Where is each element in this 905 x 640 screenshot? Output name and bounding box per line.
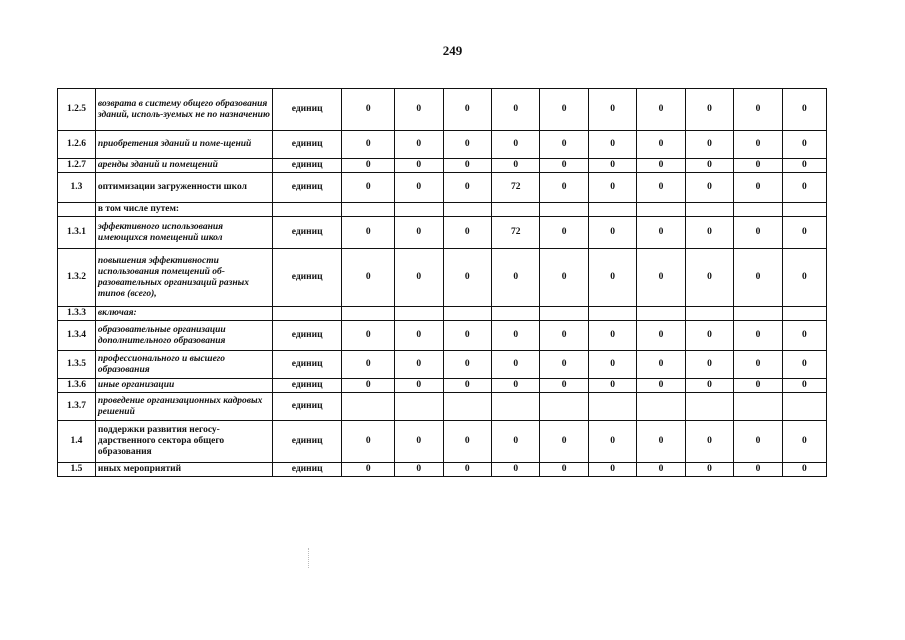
value-cell <box>342 393 395 421</box>
value-cell: 0 <box>588 131 636 159</box>
value-cell: 0 <box>342 421 395 463</box>
value-cell <box>540 307 588 321</box>
value-cell: 0 <box>443 463 491 477</box>
value-cell: 0 <box>637 131 685 159</box>
value-cell: 0 <box>782 351 826 379</box>
value-cell <box>491 307 539 321</box>
value-cell: 0 <box>395 249 443 307</box>
value-cell: 0 <box>782 173 826 203</box>
value-cell <box>685 307 733 321</box>
value-cell: 0 <box>734 379 782 393</box>
value-cell: 0 <box>734 249 782 307</box>
value-cell: 0 <box>637 159 685 173</box>
value-cell: 0 <box>540 159 588 173</box>
table-row <box>58 393 827 421</box>
value-cell <box>637 307 685 321</box>
value-cell: 0 <box>540 321 588 351</box>
value-cell <box>395 307 443 321</box>
value-cell: 0 <box>782 249 826 307</box>
value-cell <box>443 393 491 421</box>
value-cell: 0 <box>342 173 395 203</box>
row-unit: единиц <box>272 393 342 421</box>
value-cell <box>782 307 826 321</box>
value-cell <box>637 203 685 217</box>
value-cell: 0 <box>342 249 395 307</box>
value-cell: 0 <box>734 131 782 159</box>
value-cell: 0 <box>540 173 588 203</box>
row-description: в том числе путем: <box>95 203 272 217</box>
row-unit: единиц <box>272 217 342 249</box>
value-cell: 0 <box>637 217 685 249</box>
row-unit: единиц <box>272 379 342 393</box>
row-number: 1.3.5 <box>58 351 96 379</box>
value-cell: 0 <box>588 351 636 379</box>
row-number: 1.2.5 <box>58 89 96 131</box>
value-cell <box>588 393 636 421</box>
value-cell: 72 <box>491 173 539 203</box>
value-cell: 0 <box>685 131 733 159</box>
row-number: 1.3.3 <box>58 307 96 321</box>
page-number: 249 <box>442 43 463 58</box>
value-cell: 0 <box>443 379 491 393</box>
row-description: поддержки развития негосу-дарственного сектора общего образования <box>95 421 272 463</box>
row-unit: единиц <box>272 249 342 307</box>
row-description: образовательные организации дополнительного образования <box>95 321 272 351</box>
value-cell: 0 <box>588 217 636 249</box>
value-cell: 0 <box>395 89 443 131</box>
value-cell: 0 <box>491 351 539 379</box>
value-cell <box>734 203 782 217</box>
value-cell: 0 <box>395 379 443 393</box>
value-cell: 0 <box>491 159 539 173</box>
value-cell <box>734 307 782 321</box>
value-cell: 0 <box>588 89 636 131</box>
value-cell: 0 <box>491 89 539 131</box>
value-cell <box>443 203 491 217</box>
value-cell: 0 <box>685 249 733 307</box>
value-cell: 0 <box>588 249 636 307</box>
row-unit: единиц <box>272 173 342 203</box>
table-row <box>58 131 827 159</box>
row-number: 1.5 <box>58 463 96 477</box>
value-cell: 0 <box>540 217 588 249</box>
value-cell <box>540 203 588 217</box>
value-cell: 0 <box>637 249 685 307</box>
value-cell: 0 <box>734 159 782 173</box>
value-cell: 0 <box>637 173 685 203</box>
row-unit: единиц <box>272 463 342 477</box>
row-number: 1.2.6 <box>58 131 96 159</box>
row-number: 1.2.7 <box>58 159 96 173</box>
value-cell: 0 <box>685 89 733 131</box>
value-cell: 0 <box>395 217 443 249</box>
table-row <box>58 217 827 249</box>
value-cell: 0 <box>443 159 491 173</box>
value-cell: 0 <box>588 379 636 393</box>
value-cell: 0 <box>588 463 636 477</box>
value-cell <box>588 307 636 321</box>
value-cell: 0 <box>342 379 395 393</box>
value-cell: 0 <box>734 89 782 131</box>
value-cell: 0 <box>782 131 826 159</box>
value-cell: 0 <box>685 159 733 173</box>
value-cell: 0 <box>637 321 685 351</box>
row-number <box>58 203 96 217</box>
value-cell: 0 <box>342 131 395 159</box>
value-cell: 0 <box>395 131 443 159</box>
value-cell: 0 <box>637 421 685 463</box>
value-cell: 0 <box>491 463 539 477</box>
value-cell: 0 <box>342 321 395 351</box>
value-cell: 0 <box>342 217 395 249</box>
row-description: оптимизации загруженности школ <box>95 173 272 203</box>
value-cell <box>734 393 782 421</box>
table-row <box>58 159 827 173</box>
value-cell <box>342 307 395 321</box>
value-cell: 0 <box>540 249 588 307</box>
value-cell: 0 <box>637 379 685 393</box>
row-description: включая: <box>95 307 272 321</box>
value-cell: 0 <box>734 351 782 379</box>
row-unit: единиц <box>272 421 342 463</box>
value-cell: 0 <box>685 463 733 477</box>
row-description: приобретения зданий и поме-щений <box>95 131 272 159</box>
value-cell: 0 <box>443 421 491 463</box>
value-cell: 0 <box>782 379 826 393</box>
value-cell: 0 <box>342 351 395 379</box>
value-cell: 0 <box>588 173 636 203</box>
scan-mark <box>308 548 310 568</box>
row-number: 1.3.2 <box>58 249 96 307</box>
value-cell: 0 <box>443 131 491 159</box>
table-row <box>58 89 827 131</box>
row-unit: единиц <box>272 351 342 379</box>
row-number: 1.3.7 <box>58 393 96 421</box>
value-cell <box>782 393 826 421</box>
row-number: 1.3 <box>58 173 96 203</box>
value-cell <box>491 203 539 217</box>
value-cell: 0 <box>734 173 782 203</box>
value-cell: 0 <box>685 379 733 393</box>
row-number: 1.3.1 <box>58 217 96 249</box>
value-cell: 0 <box>734 421 782 463</box>
value-cell <box>540 393 588 421</box>
value-cell: 0 <box>782 321 826 351</box>
value-cell <box>443 307 491 321</box>
value-cell: 0 <box>782 421 826 463</box>
value-cell <box>588 203 636 217</box>
value-cell: 0 <box>395 173 443 203</box>
row-number: 1.3.4 <box>58 321 96 351</box>
row-description: профессионального и высшего образования <box>95 351 272 379</box>
value-cell: 0 <box>685 173 733 203</box>
table-row <box>58 321 827 351</box>
row-description: проведение организационных кадровых решений <box>95 393 272 421</box>
value-cell: 0 <box>443 351 491 379</box>
table-body <box>58 89 827 477</box>
value-cell: 0 <box>395 463 443 477</box>
row-description: эффективного использования имеющихся помещений школ <box>95 217 272 249</box>
value-cell: 0 <box>734 463 782 477</box>
value-cell: 0 <box>342 89 395 131</box>
value-cell: 0 <box>540 131 588 159</box>
row-description: иные организации <box>95 379 272 393</box>
value-cell: 0 <box>685 321 733 351</box>
value-cell: 0 <box>443 249 491 307</box>
value-cell: 0 <box>443 89 491 131</box>
value-cell: 0 <box>395 421 443 463</box>
row-unit: единиц <box>272 89 342 131</box>
value-cell: 0 <box>540 463 588 477</box>
table-row <box>58 351 827 379</box>
value-cell: 0 <box>588 421 636 463</box>
value-cell: 0 <box>342 159 395 173</box>
value-cell: 0 <box>540 89 588 131</box>
value-cell: 0 <box>342 463 395 477</box>
value-cell: 0 <box>540 351 588 379</box>
value-cell: 0 <box>588 321 636 351</box>
value-cell: 72 <box>491 217 539 249</box>
value-cell: 0 <box>782 217 826 249</box>
value-cell: 0 <box>637 463 685 477</box>
table-row <box>58 203 827 217</box>
row-unit <box>272 307 342 321</box>
value-cell <box>342 203 395 217</box>
table-row <box>58 421 827 463</box>
value-cell: 0 <box>685 421 733 463</box>
value-cell: 0 <box>782 89 826 131</box>
value-cell: 0 <box>491 421 539 463</box>
value-cell: 0 <box>540 421 588 463</box>
row-description: аренды зданий и помещений <box>95 159 272 173</box>
row-description: повышения эффективности использования помещений об-разовательных организаций разных типов (всего), <box>95 249 272 307</box>
data-table <box>57 88 827 477</box>
row-unit <box>272 203 342 217</box>
table-row <box>58 307 827 321</box>
value-cell: 0 <box>491 321 539 351</box>
value-cell: 0 <box>443 173 491 203</box>
value-cell: 0 <box>637 89 685 131</box>
table-row <box>58 249 827 307</box>
value-cell: 0 <box>443 321 491 351</box>
row-description: возврата в систему общего образования зданий, исполь-зуемых не по назначению <box>95 89 272 131</box>
value-cell: 0 <box>685 351 733 379</box>
value-cell <box>395 203 443 217</box>
value-cell <box>491 393 539 421</box>
table-row <box>58 379 827 393</box>
table-row <box>58 463 827 477</box>
row-description: иных мероприятий <box>95 463 272 477</box>
value-cell <box>685 393 733 421</box>
value-cell <box>637 393 685 421</box>
value-cell: 0 <box>637 351 685 379</box>
value-cell: 0 <box>395 159 443 173</box>
value-cell: 0 <box>491 379 539 393</box>
value-cell: 0 <box>443 217 491 249</box>
value-cell <box>685 203 733 217</box>
value-cell: 0 <box>588 159 636 173</box>
value-cell: 0 <box>395 321 443 351</box>
value-cell: 0 <box>734 321 782 351</box>
row-unit: единиц <box>272 321 342 351</box>
value-cell <box>782 203 826 217</box>
value-cell: 0 <box>395 351 443 379</box>
value-cell: 0 <box>782 159 826 173</box>
value-cell <box>395 393 443 421</box>
row-unit: единиц <box>272 131 342 159</box>
value-cell: 0 <box>734 217 782 249</box>
value-cell: 0 <box>491 249 539 307</box>
row-unit: единиц <box>272 159 342 173</box>
table-row <box>58 173 827 203</box>
value-cell: 0 <box>685 217 733 249</box>
row-number: 1.4 <box>58 421 96 463</box>
value-cell: 0 <box>540 379 588 393</box>
row-number: 1.3.6 <box>58 379 96 393</box>
value-cell: 0 <box>491 131 539 159</box>
value-cell: 0 <box>782 463 826 477</box>
